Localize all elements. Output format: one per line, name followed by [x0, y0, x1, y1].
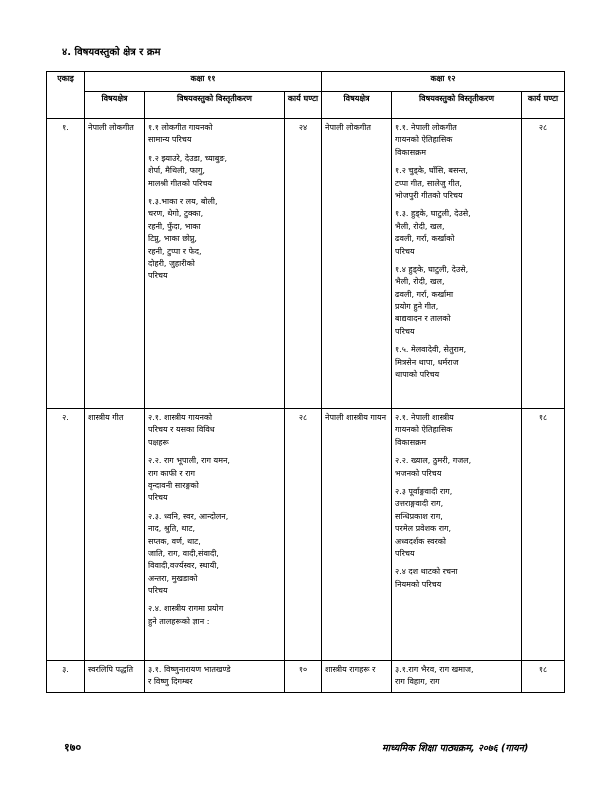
header-hours-11: कार्य घण्टा [285, 92, 322, 119]
table-row [47, 661, 565, 693]
section-heading: ४. विषयवस्तुको क्षेत्र र क्रम [62, 47, 161, 58]
hours-12: १८ [522, 661, 565, 693]
detail-item: २.३. ध्वनि, स्वर, आन्दोलन, नाद, श्रुति, थाट, सप्तक, वर्ण, थाट, जाति, राग, वादी,संवादी, विवादी,वर्ज्यस्वर, स्थायी, अन्तरा, मुखडाको परिचय [148, 511, 229, 596]
unit-number: ३. [47, 661, 85, 693]
detail-item: १.५. मेलवादेवी, सेतुराम, मित्रसेन थापा, धर्मराज थापाको परिचय [395, 345, 467, 380]
header-hours-12: कार्य घण्टा [522, 92, 565, 119]
hours-11: २८ [285, 409, 322, 661]
table-row [47, 409, 565, 661]
detail-item: ३.१.राग भैरव, राग खमाज, राग विहाग, राग [395, 665, 474, 687]
footer-title: माध्यमिक शिक्षा पाठ्यक्रम, २०७६ (गायन) [382, 743, 529, 754]
detail-11 [145, 661, 285, 693]
hours-12: २८ [522, 119, 565, 409]
detail-item: २.१. शास्त्रीय गायनको परिचय र यसका विविध पक्षहरू [148, 413, 215, 447]
hours-12: १८ [522, 409, 565, 661]
unit-number: १. [47, 119, 85, 409]
header-area-11: विषयक्षेत्र [85, 92, 145, 119]
detail-item: २.२. राग भूपाली, राग यमन, राग काफी र राग वृन्दावनी सारङ्गको परिचय [148, 456, 230, 503]
detail-item: ३.१. विष्णुनारायण भातखण्डे र विष्णु दिगम्बर [148, 665, 231, 687]
detail-item: २.२. ख्याल, ठुमरी, गजल, भजनको परिचय [395, 456, 472, 478]
header-detail-12: विषयवस्तुको विस्तृतीकरण [392, 92, 522, 119]
detail-item: २.३ पूर्वाङ्गवादी राग, उत्तराङ्गवादी राग, सन्धिप्रकाश राग, परमेल प्रवेशक राग, अध्वदर्शक स्वरको परिचय [395, 486, 453, 558]
header-ekai: एकाइ [47, 72, 85, 119]
page-number: १७० [64, 741, 82, 754]
detail-item: २.४ दश थाटको रचना नियमको परिचय [395, 567, 458, 589]
detail-item: १.२ चुड्के, घाँसि, बसन्त, टप्पा गीत, सालेजु गीत, भोजपुरी गीतको परिचय [395, 166, 468, 200]
detail-item: १.२ झ्याउरे, देउडा, च्याबुङ, शेर्पा, मैथिली, फागु, मालश्री गीतको परिचय [148, 153, 227, 188]
area-12: नेपाली शास्त्रीय गायन [322, 409, 392, 661]
detail-12 [392, 119, 522, 409]
header-grade-12: कक्षा १२ [322, 72, 565, 92]
area-11: शास्त्रीय गीत [85, 409, 145, 661]
detail-12 [392, 409, 522, 661]
detail-item: २.१. नेपाली शास्त्रीय गायनको ऐतिहासिक विकासक्रम [395, 413, 454, 447]
header-grade-11: कक्षा ११ [85, 72, 322, 92]
hours-11: १० [285, 661, 322, 693]
area-11: स्वरलिपि पद्धति [85, 661, 145, 693]
detail-item: १.३. हुड्के, घाटुली, देउसे, भैली, रोदी, खल, ढवली, गर्रा, कर्खाको परिचय [395, 209, 471, 256]
header-row-columns [47, 92, 565, 119]
detail-item: १.४ हुड्के, घाटुली, देउसे, भैली, रोदी, खल, ढवली, गर्रा, कर्खामा प्रयोग हुने गीत, बाद्यवादन र तालको परिचय [395, 264, 469, 336]
area-12: नेपाली लोकगीत [322, 119, 392, 409]
detail-12 [392, 661, 522, 693]
detail-item: १.१ लोकगीत गायनको सामान्य परिचय [148, 123, 213, 145]
unit-number: २. [47, 409, 85, 661]
detail-11 [145, 409, 285, 661]
hours-11: २४ [285, 119, 322, 409]
table-row [47, 119, 565, 409]
detail-item: २.४. शास्त्रीय रागमा प्रयोग हुने तालहरूको ज्ञान : [148, 604, 224, 626]
detail-item: १.३.भाका र लय, बोली, चरण, थेगो, टुक्का, रहनी, फुँदा, भाका टिप्नु, भाका छोप्नु, रहनी, टुप्पा र फेद, दोहरी, जुहारीको परिचय [148, 196, 218, 281]
detail-item: १.१. नेपाली लोकगीत गायनको ऐतिहासिक विकासक्रम [395, 123, 457, 157]
area-12: शास्त्रीय रागहरू र [322, 661, 392, 693]
header-row-grades [47, 72, 565, 92]
area-11: नेपाली लोकगीत [85, 119, 145, 409]
header-detail-11: विषयवस्तुको विस्तृतीकरण [145, 92, 285, 119]
curriculum-table [46, 71, 565, 693]
header-area-12: विषयक्षेत्र [322, 92, 392, 119]
detail-11 [145, 119, 285, 409]
